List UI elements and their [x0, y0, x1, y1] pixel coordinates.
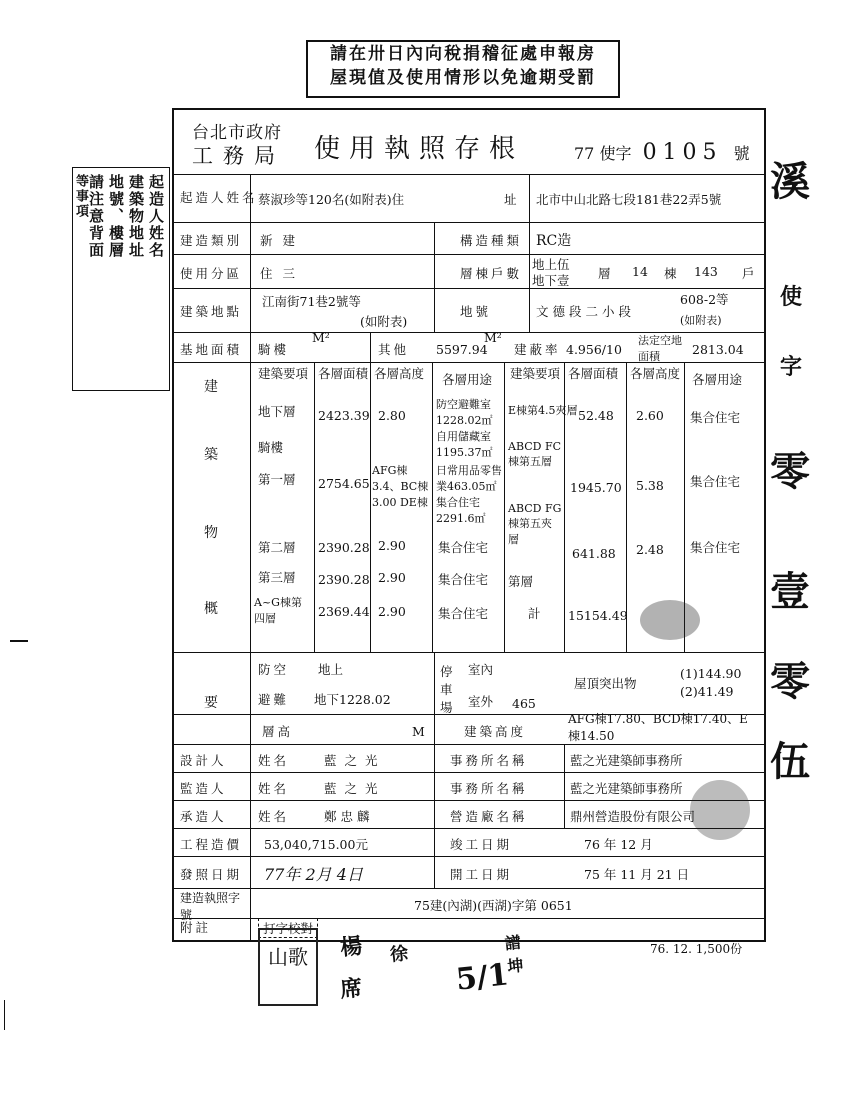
floors-label: 層棟戶數 [460, 266, 523, 281]
contractor-company: 鼎州營造股份有限公司 [570, 809, 696, 824]
floor-name-right: 第層 [508, 574, 534, 589]
lot-note: (如附表) [680, 314, 722, 327]
parking-in: 室內 [468, 662, 494, 677]
base-area-row [174, 332, 764, 363]
refuge-label: 避難 [258, 692, 290, 707]
lot-number: 608-2等 [680, 292, 729, 307]
designer-row [174, 744, 764, 773]
edge-character: 使 [780, 284, 803, 310]
build-type-row [174, 222, 764, 255]
col-header-item: 建築要項 [258, 366, 309, 381]
supervisor-label: 監造人 [180, 781, 227, 796]
edge-character: 壹 [770, 568, 810, 615]
build-height-label: 建築高度 [464, 724, 527, 739]
floor-use: 日常用品零售業463.05㎡ 集合住宅2291.6㎡ [436, 464, 502, 525]
base-area-unit: M² [312, 330, 330, 345]
group-label-1: 建 [204, 379, 218, 395]
contractor-row [174, 800, 764, 829]
zone-value: 住三 [260, 266, 306, 281]
floors-word: 層 [598, 266, 611, 281]
floor-name: 第三層 [258, 570, 296, 585]
margin-mark [4, 1000, 5, 1030]
build-height-value: AFG棟17.80、BCD棟17.40、E棟14.50 [568, 712, 748, 743]
issue-label: 發照日期 [180, 867, 243, 882]
tax-notice-line2: 屋現值及使用情形以免逾期受罰 [330, 68, 596, 88]
owner-value: 蔡淑珍等120名(如附表)住 [258, 192, 405, 207]
height-row [174, 714, 764, 745]
site-label: 建築地點 [180, 304, 243, 319]
permit-number [574, 140, 750, 165]
floors-above: 地上伍 [532, 257, 570, 272]
col-header-item-2: 建築要項 [510, 366, 561, 381]
col-header-height-2: 各層高度 [630, 366, 681, 381]
print-footnote: 76. 12. 1,500份 [650, 942, 743, 956]
designer-label: 設計人 [180, 753, 227, 768]
edge-character: 溪 [770, 158, 810, 205]
edge-character: 零 [770, 658, 810, 705]
office-label: 事務所名稱 [450, 753, 528, 768]
seal-stamp [258, 928, 318, 1006]
total-area: 15154.49 [568, 608, 628, 623]
buildings-word: 棟 [664, 266, 677, 281]
ink-smudge [640, 600, 700, 640]
remarks-value: 打字校對 [258, 918, 318, 938]
floor-height-label: 層高 [262, 724, 294, 739]
zone-row [174, 254, 764, 289]
group-label-4: 概 [204, 601, 218, 617]
floor-area-right: 641.88 [572, 546, 616, 561]
group-label-3: 物 [204, 525, 218, 541]
side-note-col1: 起造人姓名 [147, 174, 165, 259]
supervisor-row [174, 772, 764, 801]
floor-height-unit: M [412, 724, 425, 739]
build-permit-value: 75建(內湖)(西湖)字第 0651 [414, 898, 573, 913]
stamp-text: 山歌 [268, 945, 308, 969]
other-label: 其他 [378, 342, 410, 357]
open-space-value: 2813.04 [692, 342, 744, 357]
floor-area: 2754.65 [318, 476, 370, 491]
floor-use-right: 集合住宅 [690, 540, 741, 555]
finish-value: 76 年 12 月 [584, 837, 653, 852]
build-type-label: 建造類別 [180, 233, 243, 248]
edge-character: 伍 [770, 738, 810, 785]
floor-height: 2.90 [378, 538, 406, 553]
edge-character: 字 [780, 354, 803, 380]
coverage-label: 建蔽率 [514, 342, 561, 357]
defense-ground: 地上 [318, 662, 344, 677]
group-label-5: 要 [204, 695, 218, 711]
base-area-label: 基地面積 [180, 342, 243, 357]
floor-height-right: 5.38 [636, 478, 664, 493]
floor-height-right: 2.60 [636, 408, 664, 423]
floor-use: 集合住宅 [438, 572, 489, 587]
defense-label: 防空 [258, 662, 290, 677]
designer-office: 藍之光建築師事務所 [570, 753, 683, 768]
floor-use-right: 集合住宅 [690, 474, 741, 489]
col-header-area: 各層面積 [318, 366, 369, 381]
designer-name: 藍之光 [324, 753, 386, 768]
defense-row [174, 652, 764, 715]
col-header-use-2: 各層用途 [692, 372, 743, 387]
parking-out: 室外 [468, 694, 494, 709]
tax-notice-box [306, 40, 620, 98]
name-label: 姓名 [258, 781, 290, 796]
permit-year: 77 [574, 144, 595, 163]
roof-value-2: (2)41.49 [680, 684, 734, 699]
permit-form [172, 108, 766, 942]
side-note-col4: 請注意背面 [87, 174, 105, 259]
owner-row [174, 174, 764, 223]
owner-label: 起造人姓名 [180, 190, 258, 205]
supervisor-name: 藍之光 [324, 781, 386, 796]
form-header [174, 110, 764, 175]
company-label: 營造廠名稱 [450, 809, 528, 824]
floor-area: 2423.39 [318, 408, 370, 423]
address-label: 址 [504, 192, 517, 207]
col-header-height: 各層高度 [374, 366, 425, 381]
contractor-name: 鄭忠麟 [324, 809, 374, 824]
permit-suffix: 號 [733, 144, 750, 163]
floor-use: 集合住宅 [438, 540, 489, 555]
floor-name-right: ABCD FG棟第五夾層 [508, 502, 562, 546]
floor-use: 集合住宅 [438, 606, 489, 621]
floor-use-right: 集合住宅 [690, 410, 741, 425]
group-label-2: 築 [204, 447, 218, 463]
coverage-value: 4.956/10 [566, 342, 622, 357]
finish-label: 竣工日期 [450, 837, 513, 852]
floor-name: A~G棟第四層 [254, 596, 302, 625]
edge-character: 零 [770, 448, 810, 495]
floor-name-right: E棟第4.5夾層 [508, 404, 578, 417]
floor-area: 2369.44 [318, 604, 370, 619]
signature-mark: 5/1 [454, 957, 511, 998]
contractor-label: 承造人 [180, 809, 227, 824]
ink-smudge [690, 780, 750, 840]
structure-label: 構造種類 [460, 233, 523, 248]
floor-name-right: ABCD FC棟第五層 [508, 440, 562, 468]
floor-use: 防空避難室1228.02㎡ 自用儲藏室1195.37㎡ [436, 398, 493, 459]
other-unit: M² [484, 330, 502, 345]
parking-label: 停車場 [440, 664, 453, 715]
floor-height: 2.90 [378, 570, 406, 585]
site-value: 江南街71巷2號等 [262, 294, 361, 309]
side-note-col2: 建築物地址 [127, 174, 145, 259]
floor-area: 2390.28 [318, 572, 370, 587]
name-label: 姓名 [258, 809, 290, 824]
remarks-label: 附註 [180, 920, 212, 935]
name-label: 姓名 [258, 753, 290, 768]
site-row [174, 288, 764, 333]
arcade-label: 騎樓 [258, 342, 290, 357]
parking-out-value: 465 [512, 696, 536, 711]
start-value: 75 年 11 月 21 日 [584, 867, 690, 882]
floor-name: 第一層 [258, 472, 296, 487]
zone-label: 使用分區 [180, 266, 243, 281]
col-header-area-2: 各層面積 [568, 366, 619, 381]
floor-area-right: 52.48 [578, 408, 614, 423]
floor-height: 2.80 [378, 408, 406, 423]
tax-notice-line1: 請在卅日內向稅捐稽征處申報房 [330, 44, 596, 64]
form-title: 使用執照存根 [314, 134, 525, 164]
supervisor-office: 藍之光建築師事務所 [570, 781, 683, 796]
lot-label: 地號 [460, 304, 492, 319]
units-word: 戶 [742, 266, 755, 281]
permit-no: 0105 [642, 140, 723, 165]
cost-label: 工程造價 [180, 837, 243, 852]
issue-row [174, 856, 764, 889]
signature-mark: 楊 [338, 932, 364, 962]
buildings: 14 [632, 264, 648, 279]
floor-area: 2390.28 [318, 540, 370, 555]
floor-height: 2.90 [378, 604, 406, 619]
office-name: 台北市政府 [192, 123, 282, 143]
address-value: 北市中山北路七段181巷22弄5號 [536, 192, 722, 207]
total-label: 計 [528, 606, 541, 621]
open-space-label: 法定空地面積 [638, 334, 682, 363]
units: 143 [694, 264, 718, 279]
permit-word: 使字 [599, 144, 632, 163]
structure-value: RC造 [536, 233, 572, 249]
floor-name: 第二層 [258, 540, 296, 555]
side-note-col3: 地號、樓層 [107, 174, 125, 259]
side-note-box [72, 167, 170, 391]
floor-name: 地下層 [258, 404, 296, 419]
office-bureau: 工務局 [192, 144, 285, 168]
roof-label: 屋頂突出物 [574, 676, 637, 691]
issue-value: 77年 2月 4日 [264, 865, 363, 884]
cost-value: 53,040,715.00元 [264, 837, 368, 852]
floor-height-right: 2.48 [636, 542, 664, 557]
build-permit-row [174, 888, 764, 922]
build-type-value: 新建 [260, 233, 306, 248]
lot-value: 文德段二小段 [536, 304, 636, 319]
floor-area-right: 1945.70 [570, 480, 622, 495]
office-label: 事務所名稱 [450, 781, 528, 796]
start-label: 開工日期 [450, 867, 513, 882]
other-value: 5597.94 [436, 342, 488, 357]
site-note: (如附表) [360, 314, 408, 329]
margin-mark [10, 640, 28, 642]
signature-mark: 席 [338, 974, 364, 1004]
floor-name: 騎樓 [258, 440, 284, 455]
signature-mark: 譜坤 [503, 932, 525, 977]
refuge-value: 地下1228.02 [314, 692, 391, 707]
roof-value-1: (1)144.90 [680, 666, 742, 681]
side-note-col5: 等事項 [73, 174, 88, 219]
cost-row [174, 828, 764, 857]
signature-mark: 徐 [389, 943, 410, 966]
floors-below: 地下壹 [532, 273, 570, 288]
build-permit-label: 建造執照字號 [180, 891, 241, 922]
col-header-use: 各層用途 [442, 372, 493, 387]
floor-height: AFG棟3.4、BC棟3.00 DE棟 [372, 464, 429, 509]
